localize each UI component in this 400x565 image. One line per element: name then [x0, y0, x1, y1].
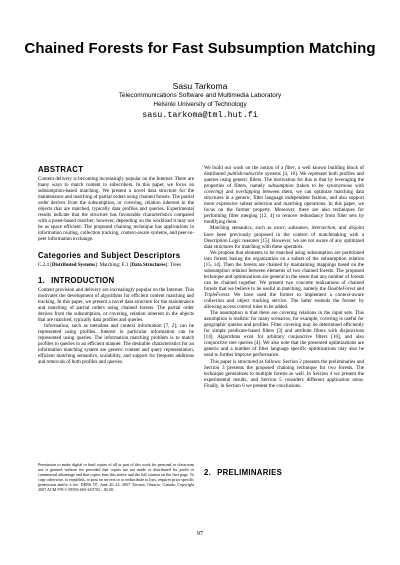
- right-paragraph-2: Matching semantics, such as exact, subsumes, intersection, and disjoint have been previously proposed in the context of matchmaking with a Description Logic reasoner [15]. However, we are not aware of any optimized data structures for matching with these operators.: [204, 225, 364, 250]
- abstract-text: Content delivery is becoming increasingly popular on the Internet. There are many ways to match content to subscribers. In this paper, we focus on subsumption-based matching. We present a novel data structure for the maintenance and matching of partial orders using chained forests. The partial order derives from the subsumption, or covering, relation inherent in the objects that are matched, typically data profiles and queries. Experimental results indicate that the structure has favourable characteristics compared with a poset-based matcher; however, depending on the workload it may not be as space efficient. The proposed chaining technique has applications in information routing, collection tracking, context-aware systems, and peer-to-peer information exchange.: [38, 176, 194, 243]
- permission-notice: Permission to make digital or hard copies of all or part of this work for personal or classroom use is granted without fee provided that copies are not made or distributed for profit or commercial advantage and that copies bear this notice and the full citation on the first page. To copy otherwise, to republish, to post on servers or to redistribute to lists, requires prior specific permission and/or a fee. DEBS '07, June 20–22, 2007 Toronto, Ontario, Canada. Copyright 2007 ACM 978-1-59593-665-3/07/03 ...$5.00.: [38, 462, 194, 492]
- right-paragraph-5: This paper is structured as follows: Section 2 presents the preliminaries and Section 3 presents the proposed chaining technique for two forests. The technique generalizes to multiple forests as well. In Section 4 we present the experimental results, and Section 5 considers different application areas. Finally, in Section 6 we present the conclusions.: [204, 358, 364, 389]
- author-email: sasu.tarkoma@tml.hut.fi: [142, 110, 258, 121]
- right-paragraph-1: We build our work on the notion of a filter, a well known building block of distributed publish/subscribe systems [4, 10]. We represent both profiles and queries using generic filters. The motivation for this is that by leveraging the properties of filters, namely subsumption (taken to be synonymous with covering) and overlapping between them, we can optimize matching data structures in a generic, filter language independent fashion, and also support more expressive subset selection and matching operations. In this paper, we focus on the former property. Moreover, there are also techniques for performing filter merging [12, 4] to remove redundancy from filter sets by modifying them.: [204, 165, 364, 226]
- paper-title: Chained Forests for Fast Subsumption Matching: [24, 40, 376, 57]
- affiliation-line-1: Telecommunications Software and Multimedia Laboratory: [118, 91, 282, 99]
- categories-heading: Categories and Subject Descriptors: [38, 250, 181, 260]
- categories-text: C.2.4 [Distributed Systems]: Matching; E.1 [Data Structures]: Trees: [38, 261, 181, 268]
- left-column: [38, 165, 194, 365]
- introduction-heading: 1. INTRODUCTION: [38, 275, 115, 285]
- introduction-paragraph-2: Information, such as metadata and context information [7, 2], can be represented using profiles. Interest in particular information can be represented using queries. The information matching problem is to match profiles to queries in an efficient manner. The desirable characteristics for an information matching system are generic content and query representation, efficient matching semantics, scalability, and support for frequent additions and removals of both profiles and queries.: [38, 322, 194, 366]
- right-paragraph-3: We propose that elements to be matched using subsumption are partitioned into forests basing the organization on a subset of the subsumption relation [15, 14]. Then the forests are chained by maintaining mappings based on the subsumption relation between elements of two chained forests. The proposed technique and optimizations are general in the sense that any number of forests can be chained together. We present two concrete realizations of chained forests that we believe to be useful in matching, namely the DoubleForest and TripleForest. We have used the former to implement a context-aware collection and object tracking service. The latter extends the former by allowing access control rules to be added.: [204, 249, 364, 311]
- author-block: [0, 82, 400, 120]
- author-name: Sasu Tarkoma: [172, 81, 228, 91]
- affiliation-line-2: Helsinki University of Technology: [153, 100, 247, 108]
- right-paragraph-4: The assumption is that there are covering relations in the input sets. This assumption is realistic for many scenarios, for example, covering is useful for geographic queries and profiles. Filter covering may be determined efficiently for simple predicate-based filters [3] and attribute filters with disjunctions [14]. Algorithms exist for arbitrary conjunctive filters [10], and also conjunctive tree queries [4]. We also note that the presented optimizations are generic and a number of filter language specific optimizations may also be used to further improve performance.: [204, 310, 364, 359]
- right-column: [204, 165, 364, 389]
- preliminaries-heading: 2. PRELIMINARIES: [204, 468, 283, 477]
- introduction-paragraph-1: Content provision and delivery are increasingly popular on the Internet. This motivates the development of algorithms for efficient content matching and tracking. In this paper, we present a novel data structure for the maintenance and matching of partial orders using chained forests. The partial order derives from the subsumption, or covering, relation inherent in the objects that are matched, typically data profiles and queries.: [38, 286, 194, 323]
- abstract-heading: ABSTRACT: [38, 165, 84, 174]
- page-number: 97: [196, 530, 204, 537]
